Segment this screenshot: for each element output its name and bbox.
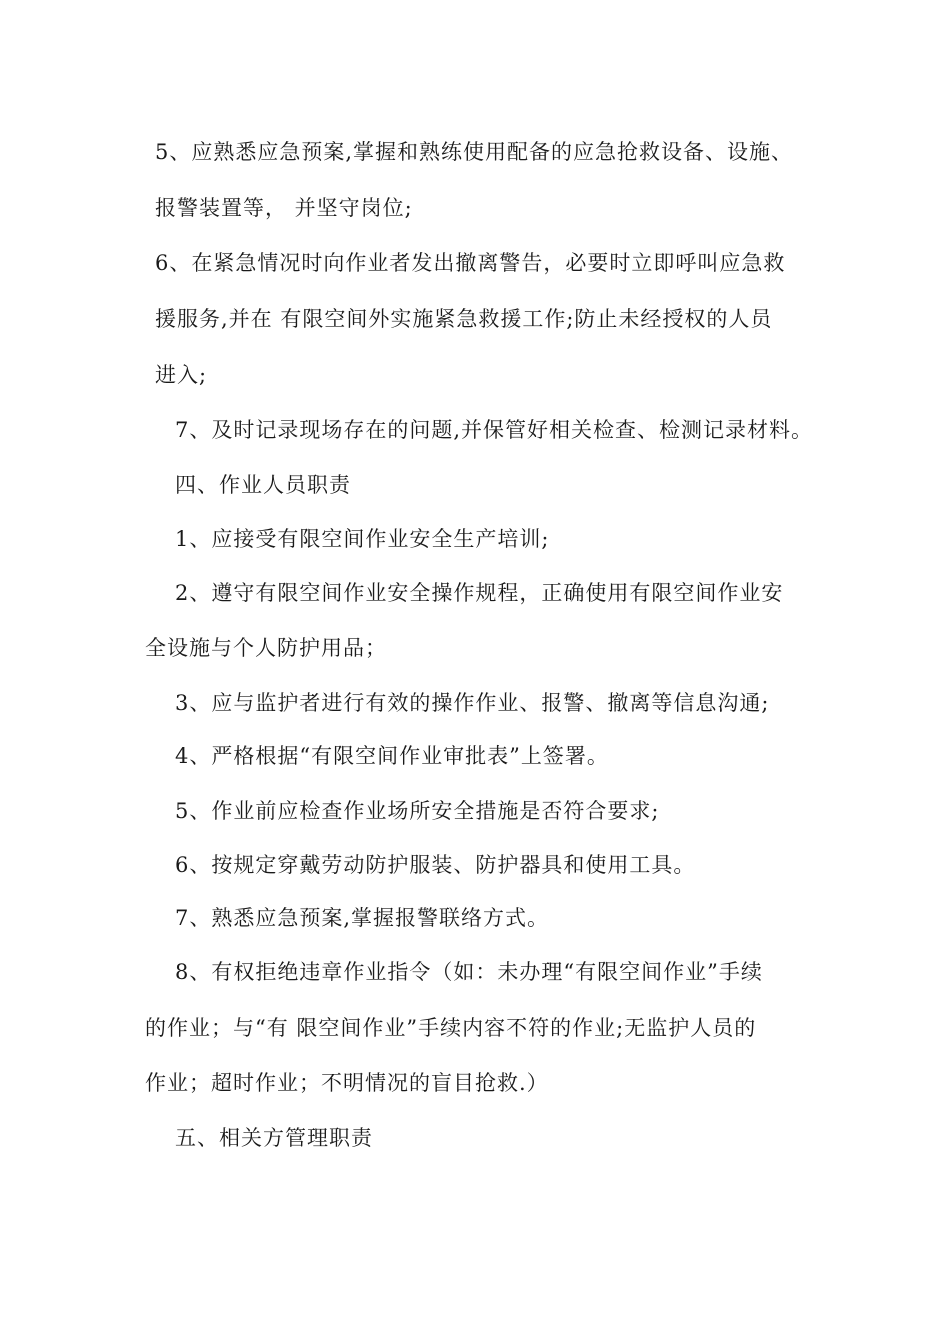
text-line: 6、按规定穿戴劳动防护服装、防护器具和使用工具。 <box>175 853 696 877</box>
text-line: 1、应接受有限空间作业安全生产培训; <box>175 527 550 551</box>
section-heading: 四、作业人员职责 <box>175 473 351 497</box>
text-line: 援服务,并在 有限空间外实施紧急救援工作;防止未经授权的人员 <box>155 307 773 331</box>
text-line: 作业；超时作业；不明情况的盲目抢救.） <box>145 1071 549 1095</box>
text-line: 3、应与监护者进行有效的操作作业、报警、撤离等信息沟通; <box>175 691 770 715</box>
text-line: 2、遵守有限空间作业安全操作规程，正确使用有限空间作业安 <box>175 581 784 605</box>
text-line: 进入; <box>155 363 208 387</box>
text-line: 7、及时记录现场存在的问题,并保管好相关检查、检测记录材料。 <box>175 418 814 442</box>
text-line: 6、在紧急情况时向作业者发出撤离警告，必要时立即呼叫应急救 <box>155 251 786 275</box>
text-line: 5、应熟悉应急预案,掌握和熟练使用配备的应急抢救设备、设施、 <box>155 140 794 164</box>
section-heading: 五、相关方管理职责 <box>175 1126 373 1150</box>
text-line: 5、作业前应检查作业场所安全措施是否符合要求; <box>175 799 660 823</box>
text-line: 4、严格根据“有限空间作业审批表”上签署。 <box>175 744 609 768</box>
text-line: 全设施与个人防护用品； <box>145 636 387 660</box>
text-line: 的作业；与“有 限空间作业”手续内容不符的作业;无监护人员的 <box>145 1016 757 1040</box>
text-line: 8、有权拒绝违章作业指令（如：未办理“有限空间作业”手续 <box>175 960 763 984</box>
text-line: 7、熟悉应急预案,掌握报警联络方式。 <box>175 906 550 930</box>
text-line: 报警装置等， 并坚守岗位; <box>155 196 413 220</box>
